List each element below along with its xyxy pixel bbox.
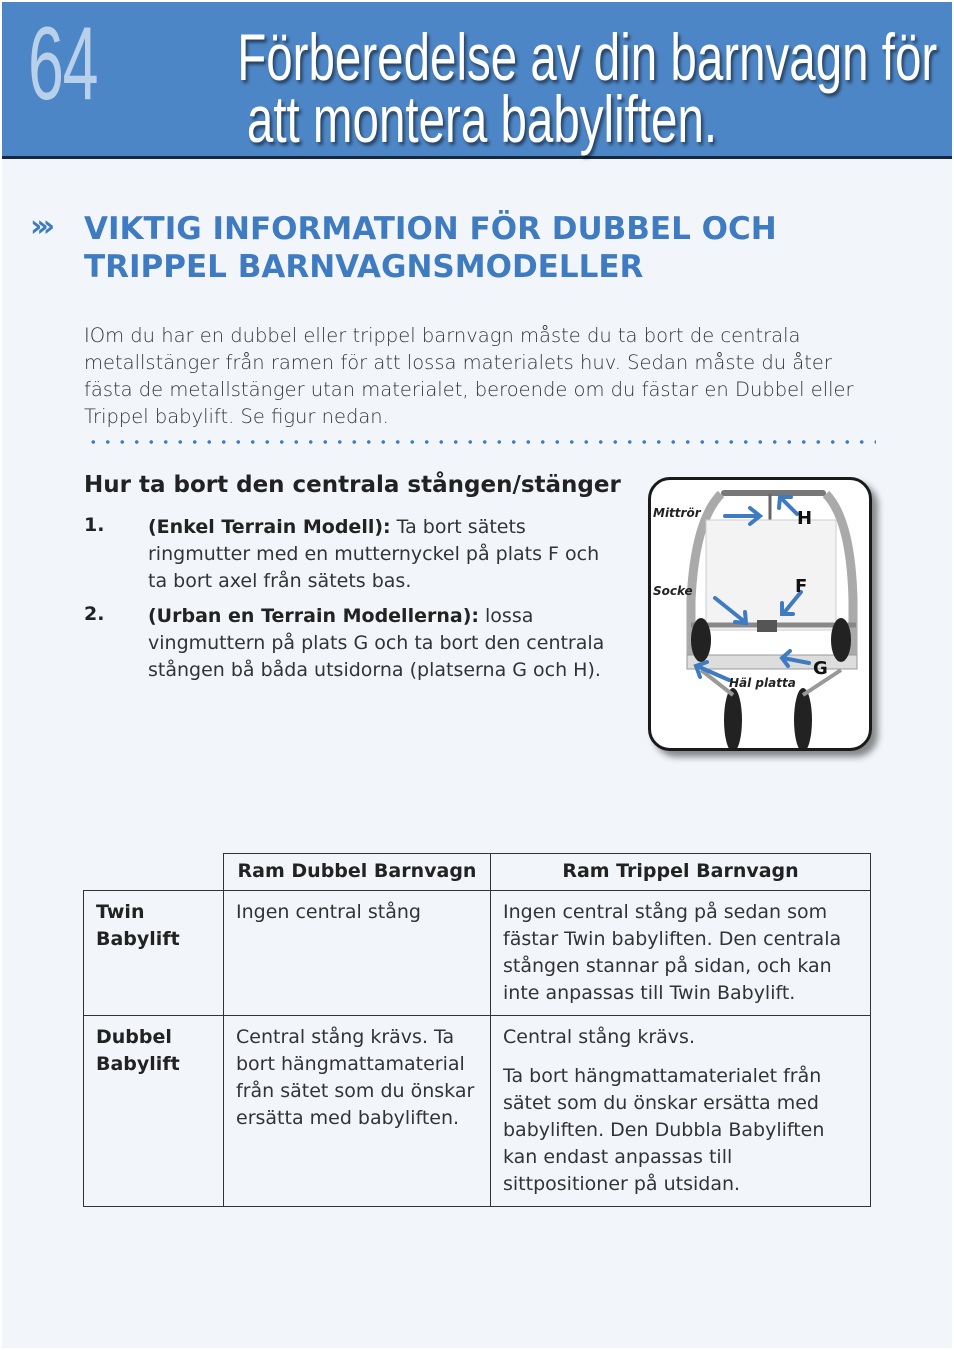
table-cell: Ingen central stång: [224, 891, 491, 1016]
step-text: [148, 603, 624, 684]
table-cell: Central stång krävs. Ta bort hängmattamaterial från sätet som du önskar ersätta med babyliften.: [224, 1016, 491, 1207]
step-number: 1.: [84, 514, 105, 536]
marker-g: G: [813, 658, 828, 679]
compatibility-table: [83, 853, 871, 1207]
dotted-divider: [86, 438, 876, 446]
page-number: 64: [28, 6, 98, 122]
step-model: (Urban en Terrain Modellerna):: [148, 605, 479, 627]
step-model: (Enkel Terrain Modell):: [148, 516, 391, 538]
cell-line: Ta bort hängmattamaterialet från sätet som du önskar ersätta med babyliften. Den Dubbla Babyliften kan endast anpassas till sittpositioner på utsidan.: [503, 1065, 825, 1195]
table-cell: [491, 1016, 871, 1207]
row-label: Dubbel Babylift: [84, 1016, 224, 1207]
marker-f: F: [795, 576, 808, 597]
removal-steps: [84, 514, 624, 692]
stroller-illustration: [651, 480, 869, 748]
page-title-line-1: Förberedelse av din barnvagn för: [237, 20, 938, 94]
table-row: [84, 891, 871, 1016]
cell-gap: [503, 1051, 858, 1063]
row-label: Twin Babylift: [84, 891, 224, 1016]
triple-chevron-icon: ›››: [30, 209, 50, 244]
step-item: [84, 603, 624, 684]
label-heel-plate: Häl platta: [729, 676, 796, 690]
step-item: [84, 514, 624, 595]
table-header-empty: [84, 854, 224, 891]
table-header-row: [84, 854, 871, 891]
step-text: [148, 514, 624, 595]
step-instruction: Ta bort sätets ringmutter med en mutternyckel på plats F och ta bort axel från sätets bas.: [148, 516, 600, 592]
label-center-tube: Mittrör: [653, 506, 701, 520]
removal-heading: Hur ta bort den centrala stången/stänger: [84, 472, 621, 498]
step-instruction: lossa vingmuttern på plats G och ta bort den centrala stången bå båda utsidorna (platserna G och H).: [148, 605, 605, 681]
page-title-line-2: att montera babyliften.: [246, 82, 718, 156]
marker-h: H: [797, 508, 813, 529]
section-heading: VIKTIG INFORMATION FÖR DUBBEL OCH TRIPPEL BARNVAGNSMODELLER: [84, 211, 777, 285]
page-title: [237, 20, 938, 156]
step-number: 2.: [84, 603, 105, 625]
stroller-figure: [648, 477, 872, 751]
table-row: [84, 1016, 871, 1207]
page-header: [2, 2, 952, 159]
cell-line: Central stång krävs.: [503, 1026, 695, 1048]
label-socket: Socke: [653, 584, 693, 598]
intro-paragraph: IOm du har en dubbel eller trippel barnvagn måste du ta bort de centrala metallstänger från ramen för att lossa materialets huv. Sedan måste du åter fästa de metallstänger utan materialet, beroende om du fästar en Dubbel eller Trippel babylift. Se figur nedan.: [84, 324, 854, 428]
table-cell: Ingen central stång på sedan som fästar Twin babyliften. Den centrala stången stannar på sidan, och kan inte anpassas till Twin Babylift.: [491, 891, 871, 1016]
table-header-triple: Ram Trippel Barnvagn: [491, 854, 871, 891]
table-header-double: Ram Dubbel Barnvagn: [224, 854, 491, 891]
